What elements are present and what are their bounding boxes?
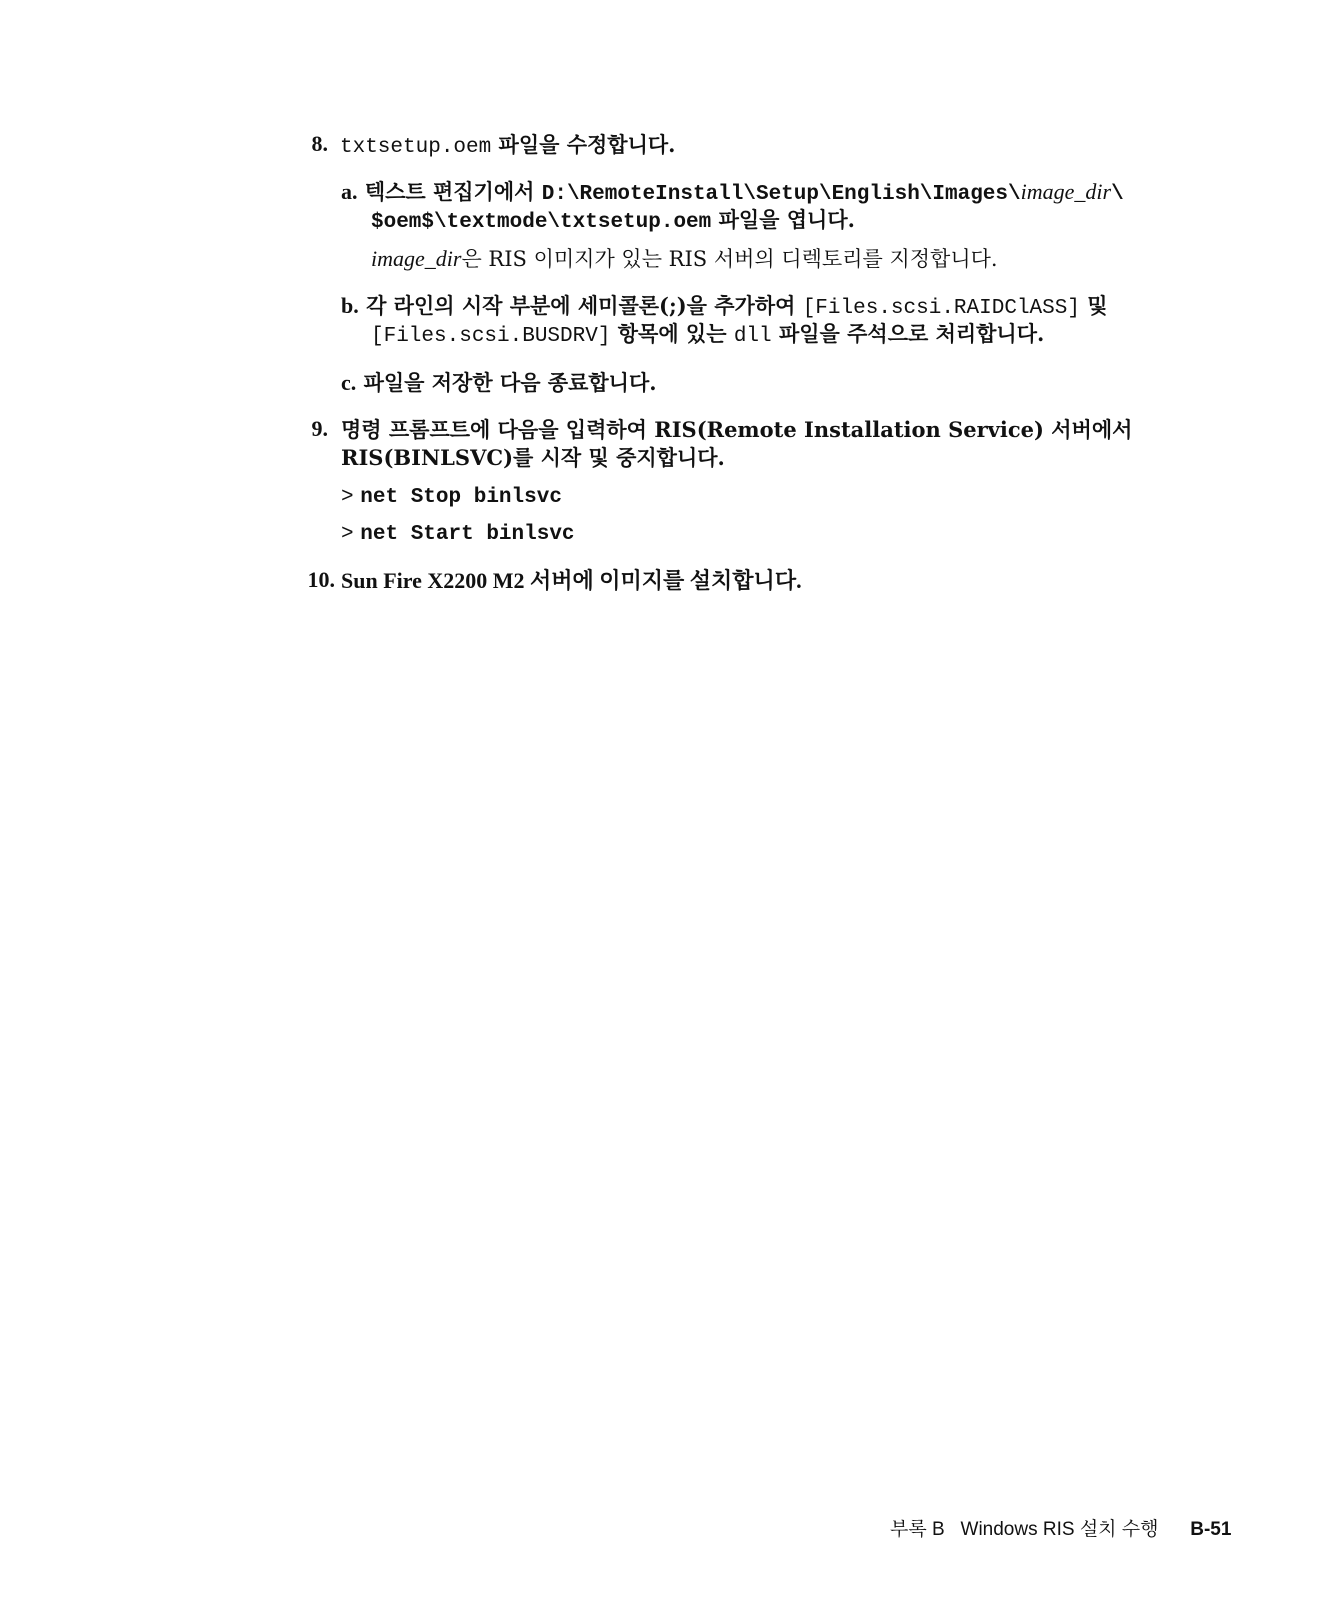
step-8b-code2: [Files.scsi.BUSDRV] xyxy=(371,325,611,348)
step-8c-label: c. xyxy=(341,370,357,395)
step-8a-text2: 파일을 엽니다. xyxy=(711,207,855,232)
command-line xyxy=(341,518,575,549)
command-text: net Start binlsvc xyxy=(360,523,575,546)
step-8b-line2 xyxy=(371,320,1044,351)
step-8a-note-text: 은 RIS 이미지가 있는 RIS 서버의 디렉토리를 지정합니다. xyxy=(461,247,998,271)
step-8-text xyxy=(340,131,675,162)
step-8a-note xyxy=(371,245,998,273)
step-8b-text2: 및 xyxy=(1079,293,1108,318)
step-10-text xyxy=(341,567,802,595)
step-8a-line1 xyxy=(341,178,1124,209)
step-8a-path-var: image_dir xyxy=(1020,179,1112,204)
step-9-line2: RIS(BINLSVC)를 시작 및 중지합니다. xyxy=(341,445,725,470)
footer xyxy=(890,1514,1231,1541)
step-9-line1: 명령 프롬프트에 다음을 입력하여 RIS(Remote Installation Service) 서버에서 xyxy=(341,417,1133,442)
step-10-number: 10. xyxy=(307,567,335,592)
step-8b-code3: dll xyxy=(733,325,772,348)
command-prompt: > xyxy=(341,486,354,509)
step-8a-path-sep: \ xyxy=(1111,183,1124,206)
step-8c-text: 파일을 저장한 다음 종료합니다. xyxy=(363,370,657,395)
footer-title: Windows RIS 설치 수행 xyxy=(960,1519,1159,1540)
step-8a-label: a. xyxy=(341,179,358,204)
step-8a-path2: $oem$\textmode\txtsetup.oem xyxy=(371,211,712,234)
step-8a-line2 xyxy=(371,206,855,237)
page-number: B-51 xyxy=(1190,1519,1232,1540)
command-prompt: > xyxy=(341,523,354,546)
step-8-number: 8. xyxy=(311,131,328,156)
step-8b-code1: [Files.scsi.RAIDClASS] xyxy=(802,297,1080,320)
command-line xyxy=(341,481,562,512)
step-8b-line1 xyxy=(341,292,1108,323)
step-8b-text1: 각 라인의 시작 부분에 세미콜론(;)을 추가하여 xyxy=(366,293,803,318)
step-9-number: 9. xyxy=(311,416,328,441)
step-8b-text3: 항목에 있는 xyxy=(610,321,734,346)
step-8b-text4: 파일을 주석으로 처리합니다. xyxy=(771,321,1045,346)
step-8b-label: b. xyxy=(341,293,359,318)
step-8a-path1: D:\RemoteInstall\Setup\English\Images\ xyxy=(541,183,1021,206)
step-10-content: Sun Fire X2200 M2 서버에 이미지를 설치합니다. xyxy=(341,568,802,593)
step-8a-note-var: image_dir xyxy=(371,246,462,271)
step-8a-text1: 텍스트 편집기에서 xyxy=(364,179,542,204)
footer-section: 부록 B xyxy=(890,1519,945,1540)
command-text: net Stop binlsvc xyxy=(360,486,562,509)
step-8-instruction: 파일을 수정합니다. xyxy=(491,132,676,157)
step-8-filename: txtsetup.oem xyxy=(340,136,492,159)
step-8c-line xyxy=(341,369,657,397)
